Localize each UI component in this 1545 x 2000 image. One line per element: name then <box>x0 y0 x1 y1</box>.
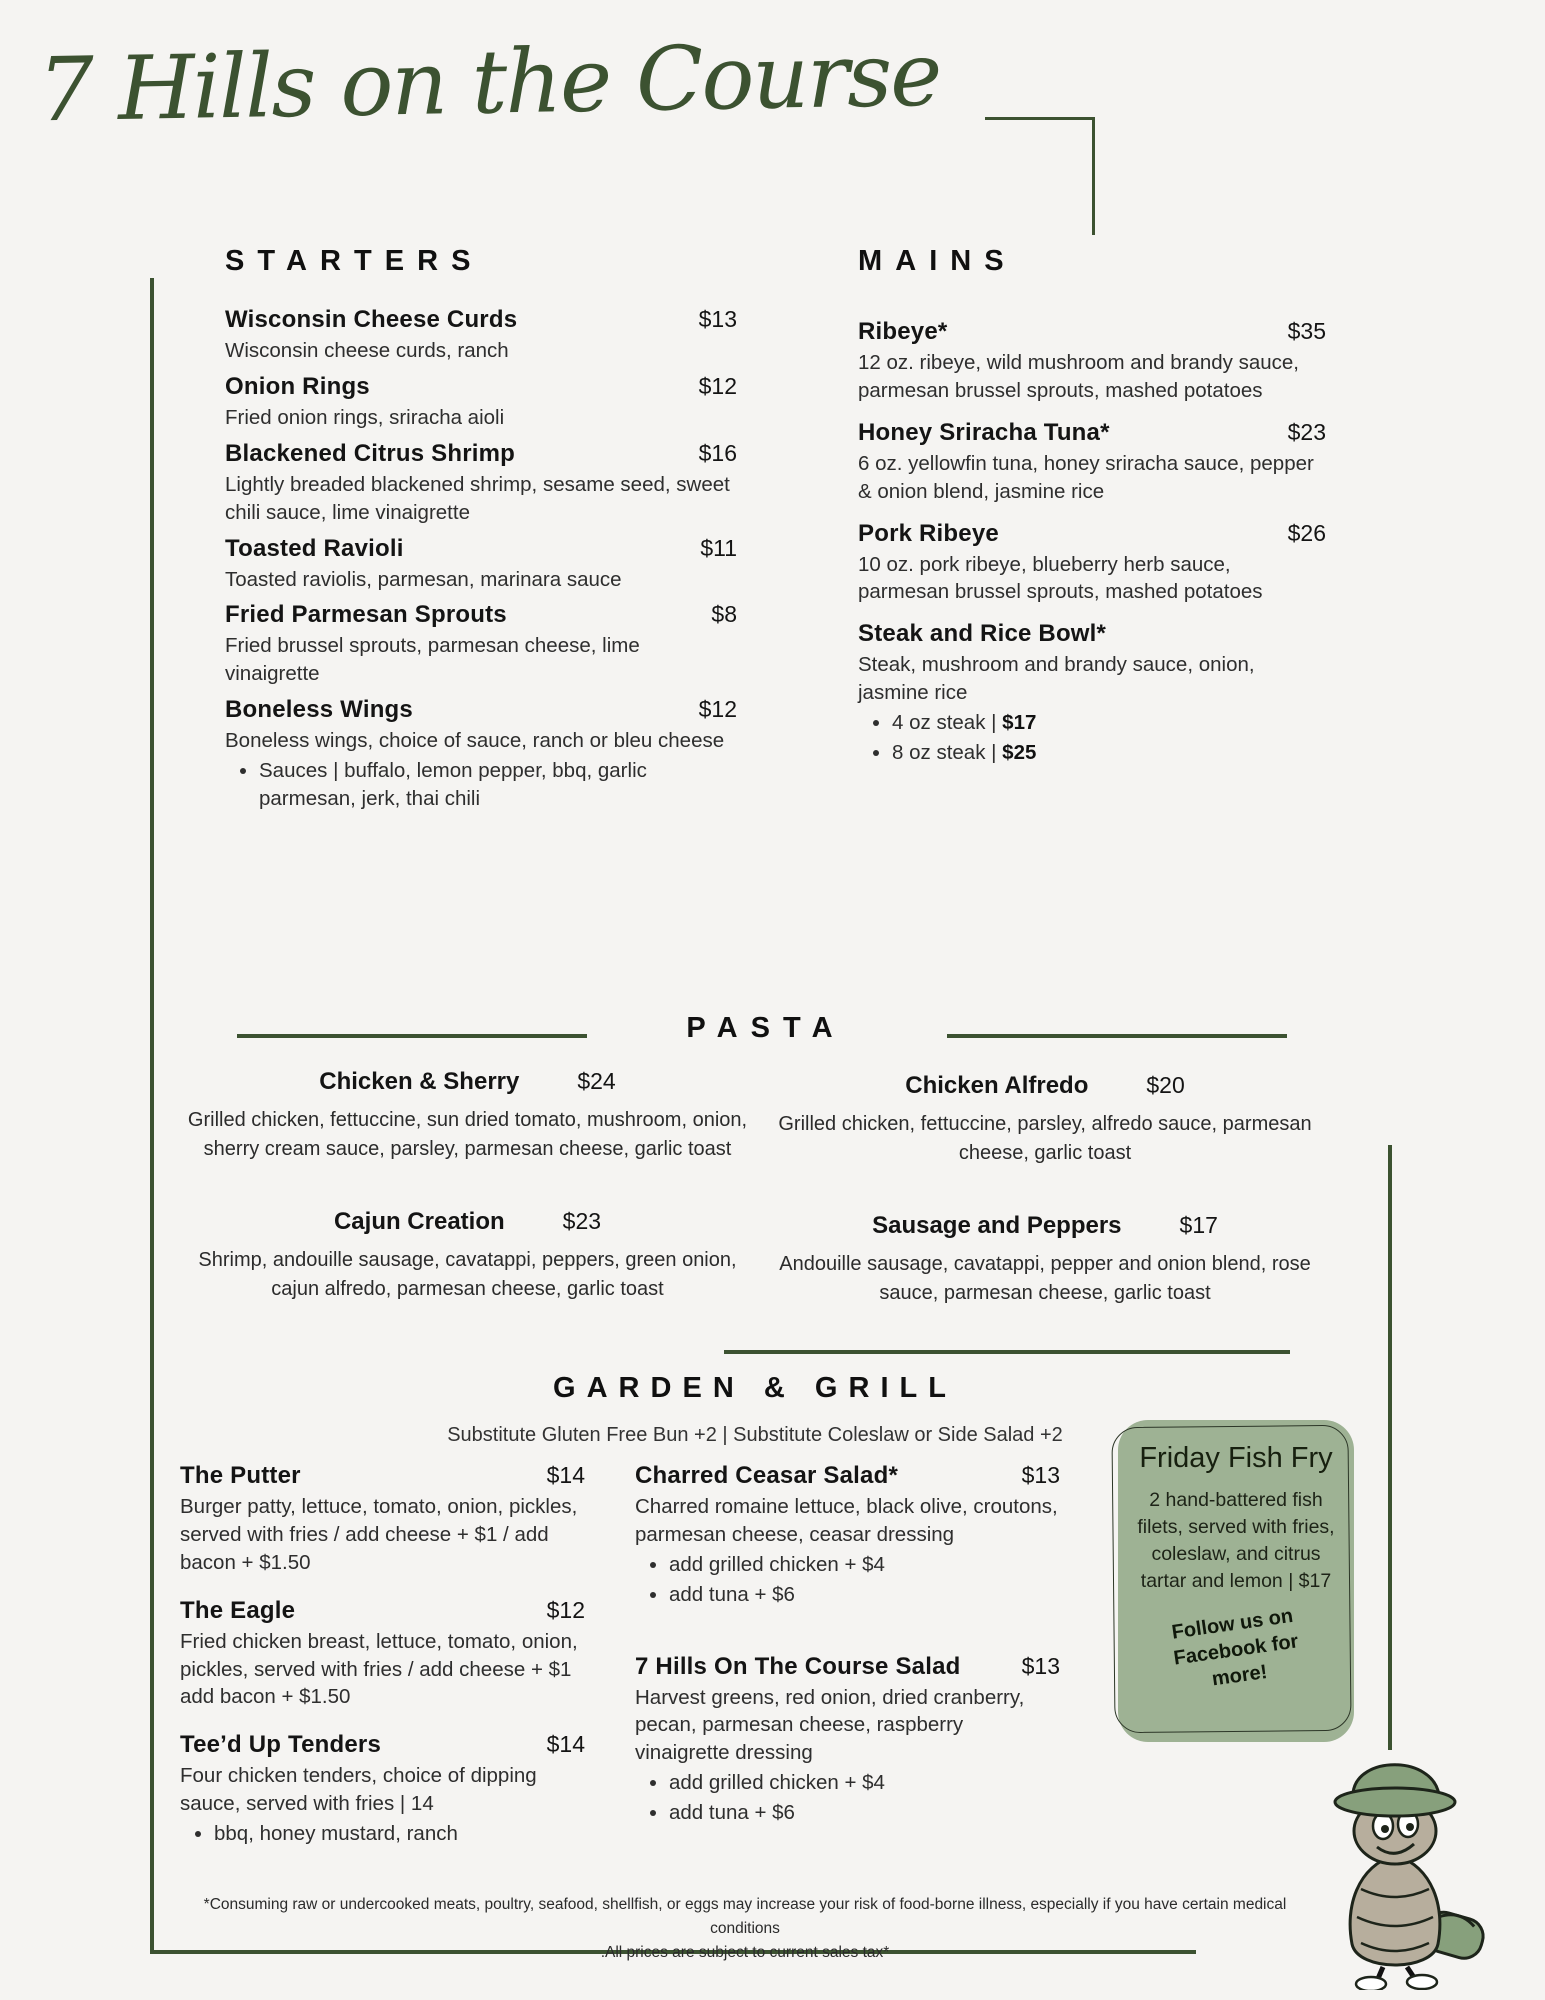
substitution-note: Substitute Gluten Free Bun +2 | Substitute Coleslaw or Side Salad +2 <box>447 1424 1063 1446</box>
mascot-pupil <box>1406 1823 1414 1831</box>
item-price: $14 <box>546 1731 585 1758</box>
item-price: $13 <box>1021 1462 1060 1488</box>
item-name: Honey Sriracha Tuna* <box>858 418 1110 446</box>
pasta-item <box>185 1208 750 1304</box>
disclaimer-line-2: .All prices are subject to current sales tax* <box>600 1944 890 1962</box>
item-name: Charred Ceasar Salad* <box>635 1462 898 1489</box>
item-description: Fried brussel sprouts, parmesan cheese, lime vinaigrette <box>225 634 640 686</box>
disclaimer-line-1: *Consuming raw or undercooked meats, poultry, seafood, shellfish, or eggs may increase your risk of food-borne illness, especially if you have certain medical conditions <box>203 1896 1287 1938</box>
steak-option-price: $17 <box>1002 711 1037 734</box>
item-price: $23 <box>562 1208 602 1234</box>
item-bullet: • bbq, honey mustard, ranch <box>214 1820 585 1848</box>
item-price: $12 <box>698 372 737 399</box>
item-name: Toasted Ravioli <box>225 534 404 562</box>
menu-item <box>225 601 737 688</box>
mains-section <box>858 245 1326 781</box>
mascot-body <box>1350 1855 1440 1965</box>
item-description: Lightly breaded blackened shrimp, sesame seed, sweet chili sauce, lime vinaigrette <box>225 472 730 524</box>
item-description: 10 oz. pork ribeye, blueberry herb sauce, parmesan brussel sprouts, mashed potatoes <box>858 552 1263 604</box>
item-description: 6 oz. yellowfin tuna, honey sriracha sauce, pepper & onion blend, jasmine rice <box>858 451 1314 503</box>
item-description: Fried chicken breast, lettuce, tomato, onion, pickles, served with fries / add cheese + $1 add bacon + $1.50 <box>180 1629 578 1709</box>
starters-heading: STARTERS <box>225 245 484 277</box>
item-price: $8 <box>711 601 737 628</box>
item-price: $20 <box>1146 1072 1185 1098</box>
item-description: Harvest greens, red onion, dried cranberry, pecan, parmesan cheese, raspberry vinaigrette dressing <box>635 1685 1025 1765</box>
item-price: $11 <box>700 534 737 561</box>
pasta-item <box>775 1212 1315 1308</box>
steak-option <box>892 709 1326 737</box>
item-bullet: • add tuna + $6 <box>669 1799 1060 1827</box>
steak-option-price: $25 <box>1002 740 1037 764</box>
item-name: Pork Ribeye <box>858 519 999 547</box>
item-name: Ribeye* <box>858 318 948 345</box>
fish-fry-description: 2 hand-battered fish filets, served with fries, coleslaw, and citrus tartar and lemon | $17 <box>1137 1489 1335 1592</box>
menu-item <box>858 620 1326 767</box>
item-bullet: • Sauces | buffalo, lemon pepper, bbq, garlic parmesan, jerk, thai chili <box>259 757 737 813</box>
item-description: Andouille sausage, cavatappi, pepper and onion blend, rose sauce, parmesan cheese, garlic toast <box>779 1253 1311 1304</box>
disclaimer <box>170 1893 1320 1965</box>
item-bullet: • add grilled chicken + $4 <box>669 1551 1060 1579</box>
item-description: Burger patty, lettuce, tomato, onion, pickles, served with fries / add cheese + $1 / add bacon + $1.50 <box>180 1495 578 1574</box>
pasta-right-column <box>775 1072 1315 1352</box>
steak-option <box>892 739 1326 767</box>
pasta-divider-left <box>237 1034 587 1038</box>
garden-left-column <box>180 1462 585 1856</box>
menu-item <box>180 1462 585 1577</box>
item-name: 7 Hills On The Course Salad <box>635 1652 961 1680</box>
item-price: $13 <box>1021 1652 1060 1679</box>
item-name: Chicken Alfredo <box>905 1072 1089 1099</box>
menu-item <box>225 440 737 527</box>
top-right-bracket-vertical <box>1092 117 1095 235</box>
pasta-divider-right <box>947 1034 1287 1038</box>
garden-middle-column <box>635 1462 1060 1835</box>
fish-fry-title: Friday Fish Fry <box>1139 1442 1333 1474</box>
item-name: Steak and Rice Bowl* <box>858 620 1107 648</box>
item-description: Toasted raviolis, parmesan, marinara sauce <box>225 567 622 591</box>
item-description: Four chicken tenders, choice of dipping sauce, served with fries | 14 <box>180 1764 537 1816</box>
facebook-note: Follow us on Facebook for more! <box>1170 1604 1300 1691</box>
item-name: The Putter <box>180 1462 301 1489</box>
pasta-item <box>775 1072 1315 1168</box>
item-price: $35 <box>1287 318 1326 344</box>
item-name: Chicken & Sherry <box>319 1068 520 1095</box>
item-price: $13 <box>698 306 737 332</box>
menu-item <box>225 306 737 365</box>
item-name: Boneless Wings <box>225 696 413 724</box>
page-title: 7 Hills on the Course <box>37 22 942 142</box>
item-price: $17 <box>1179 1212 1218 1238</box>
menu-item <box>635 1462 1060 1609</box>
mains-heading: MAINS <box>858 245 1017 277</box>
item-name: Blackened Citrus Shrimp <box>225 439 516 467</box>
right-border-line <box>1388 1145 1392 1750</box>
item-description: Charred romaine lettuce, black olive, croutons, parmesan cheese, ceasar dressing <box>635 1495 1058 1546</box>
garden-grill-heading: GARDEN & GRILL <box>553 1372 957 1404</box>
item-description: Grilled chicken, fettuccine, sun dried tomato, mushroom, onion, sherry cream sauce, parsley, parmesan cheese, garlic toast <box>187 1109 748 1160</box>
item-name: The Eagle <box>180 1596 296 1624</box>
menu-item <box>225 535 737 594</box>
item-name: Tee’d Up Tenders <box>180 1731 382 1759</box>
menu-item <box>225 373 737 432</box>
left-border-line <box>150 278 154 1954</box>
steak-option-label: 8 oz steak | <box>892 740 997 764</box>
mascot-shoe <box>1407 1975 1437 1989</box>
menu-item <box>858 318 1326 405</box>
fish-fry-card <box>1118 1420 1354 1742</box>
item-name: Cajun Creation <box>333 1208 505 1235</box>
item-name: Sausage and Peppers <box>872 1212 1122 1239</box>
item-description: Wisconsin cheese curds, ranch <box>225 339 509 362</box>
item-price: $26 <box>1287 519 1326 546</box>
menu-item <box>635 1653 1060 1827</box>
starters-section <box>225 245 737 821</box>
mascot-illustration <box>1295 1738 1495 1990</box>
item-price: $24 <box>577 1068 616 1094</box>
item-price: $23 <box>1287 418 1326 445</box>
hat-brim <box>1335 1788 1455 1816</box>
item-price: $16 <box>698 439 737 466</box>
pasta-left-column <box>185 1068 750 1348</box>
pasta-heading: PASTA <box>686 1012 846 1044</box>
item-description: 12 oz. ribeye, wild mushroom and brandy sauce, parmesan brussel sprouts, mashed potatoes <box>858 351 1299 402</box>
item-price: $12 <box>546 1596 585 1623</box>
menu-item <box>180 1731 585 1848</box>
top-right-bracket-horizontal <box>985 117 1095 120</box>
menu-item <box>225 696 737 813</box>
menu-item <box>858 520 1326 607</box>
menu-item <box>858 419 1326 506</box>
item-description: Grilled chicken, fettuccine, parsley, alfredo sauce, parmesan cheese, garlic toast <box>778 1113 1312 1164</box>
item-description: Shrimp, andouille sausage, cavatappi, peppers, green onion, cajun alfredo, parmesan cheese, garlic toast <box>198 1249 737 1300</box>
mascot-pupil <box>1381 1825 1389 1833</box>
steak-option-label: 4 oz steak | <box>892 711 997 734</box>
item-bullet: • add grilled chicken + $4 <box>669 1769 1060 1797</box>
item-price: $14 <box>546 1462 585 1488</box>
item-price: $12 <box>698 696 737 723</box>
item-description: Steak, mushroom and brandy sauce, onion, jasmine rice <box>858 653 1255 705</box>
pasta-item <box>185 1068 750 1164</box>
menu-item <box>180 1597 585 1712</box>
item-description: Fried onion rings, sriracha aioli <box>225 405 505 429</box>
item-description: Boneless wings, choice of sauce, ranch or bleu cheese <box>225 729 725 753</box>
mascot-shoe <box>1356 1977 1386 1990</box>
item-bullet: • add tuna + $6 <box>669 1581 1060 1609</box>
item-name: Onion Rings <box>225 372 370 400</box>
item-name: Fried Parmesan Sprouts <box>225 601 507 629</box>
item-name: Wisconsin Cheese Curds <box>225 306 518 333</box>
